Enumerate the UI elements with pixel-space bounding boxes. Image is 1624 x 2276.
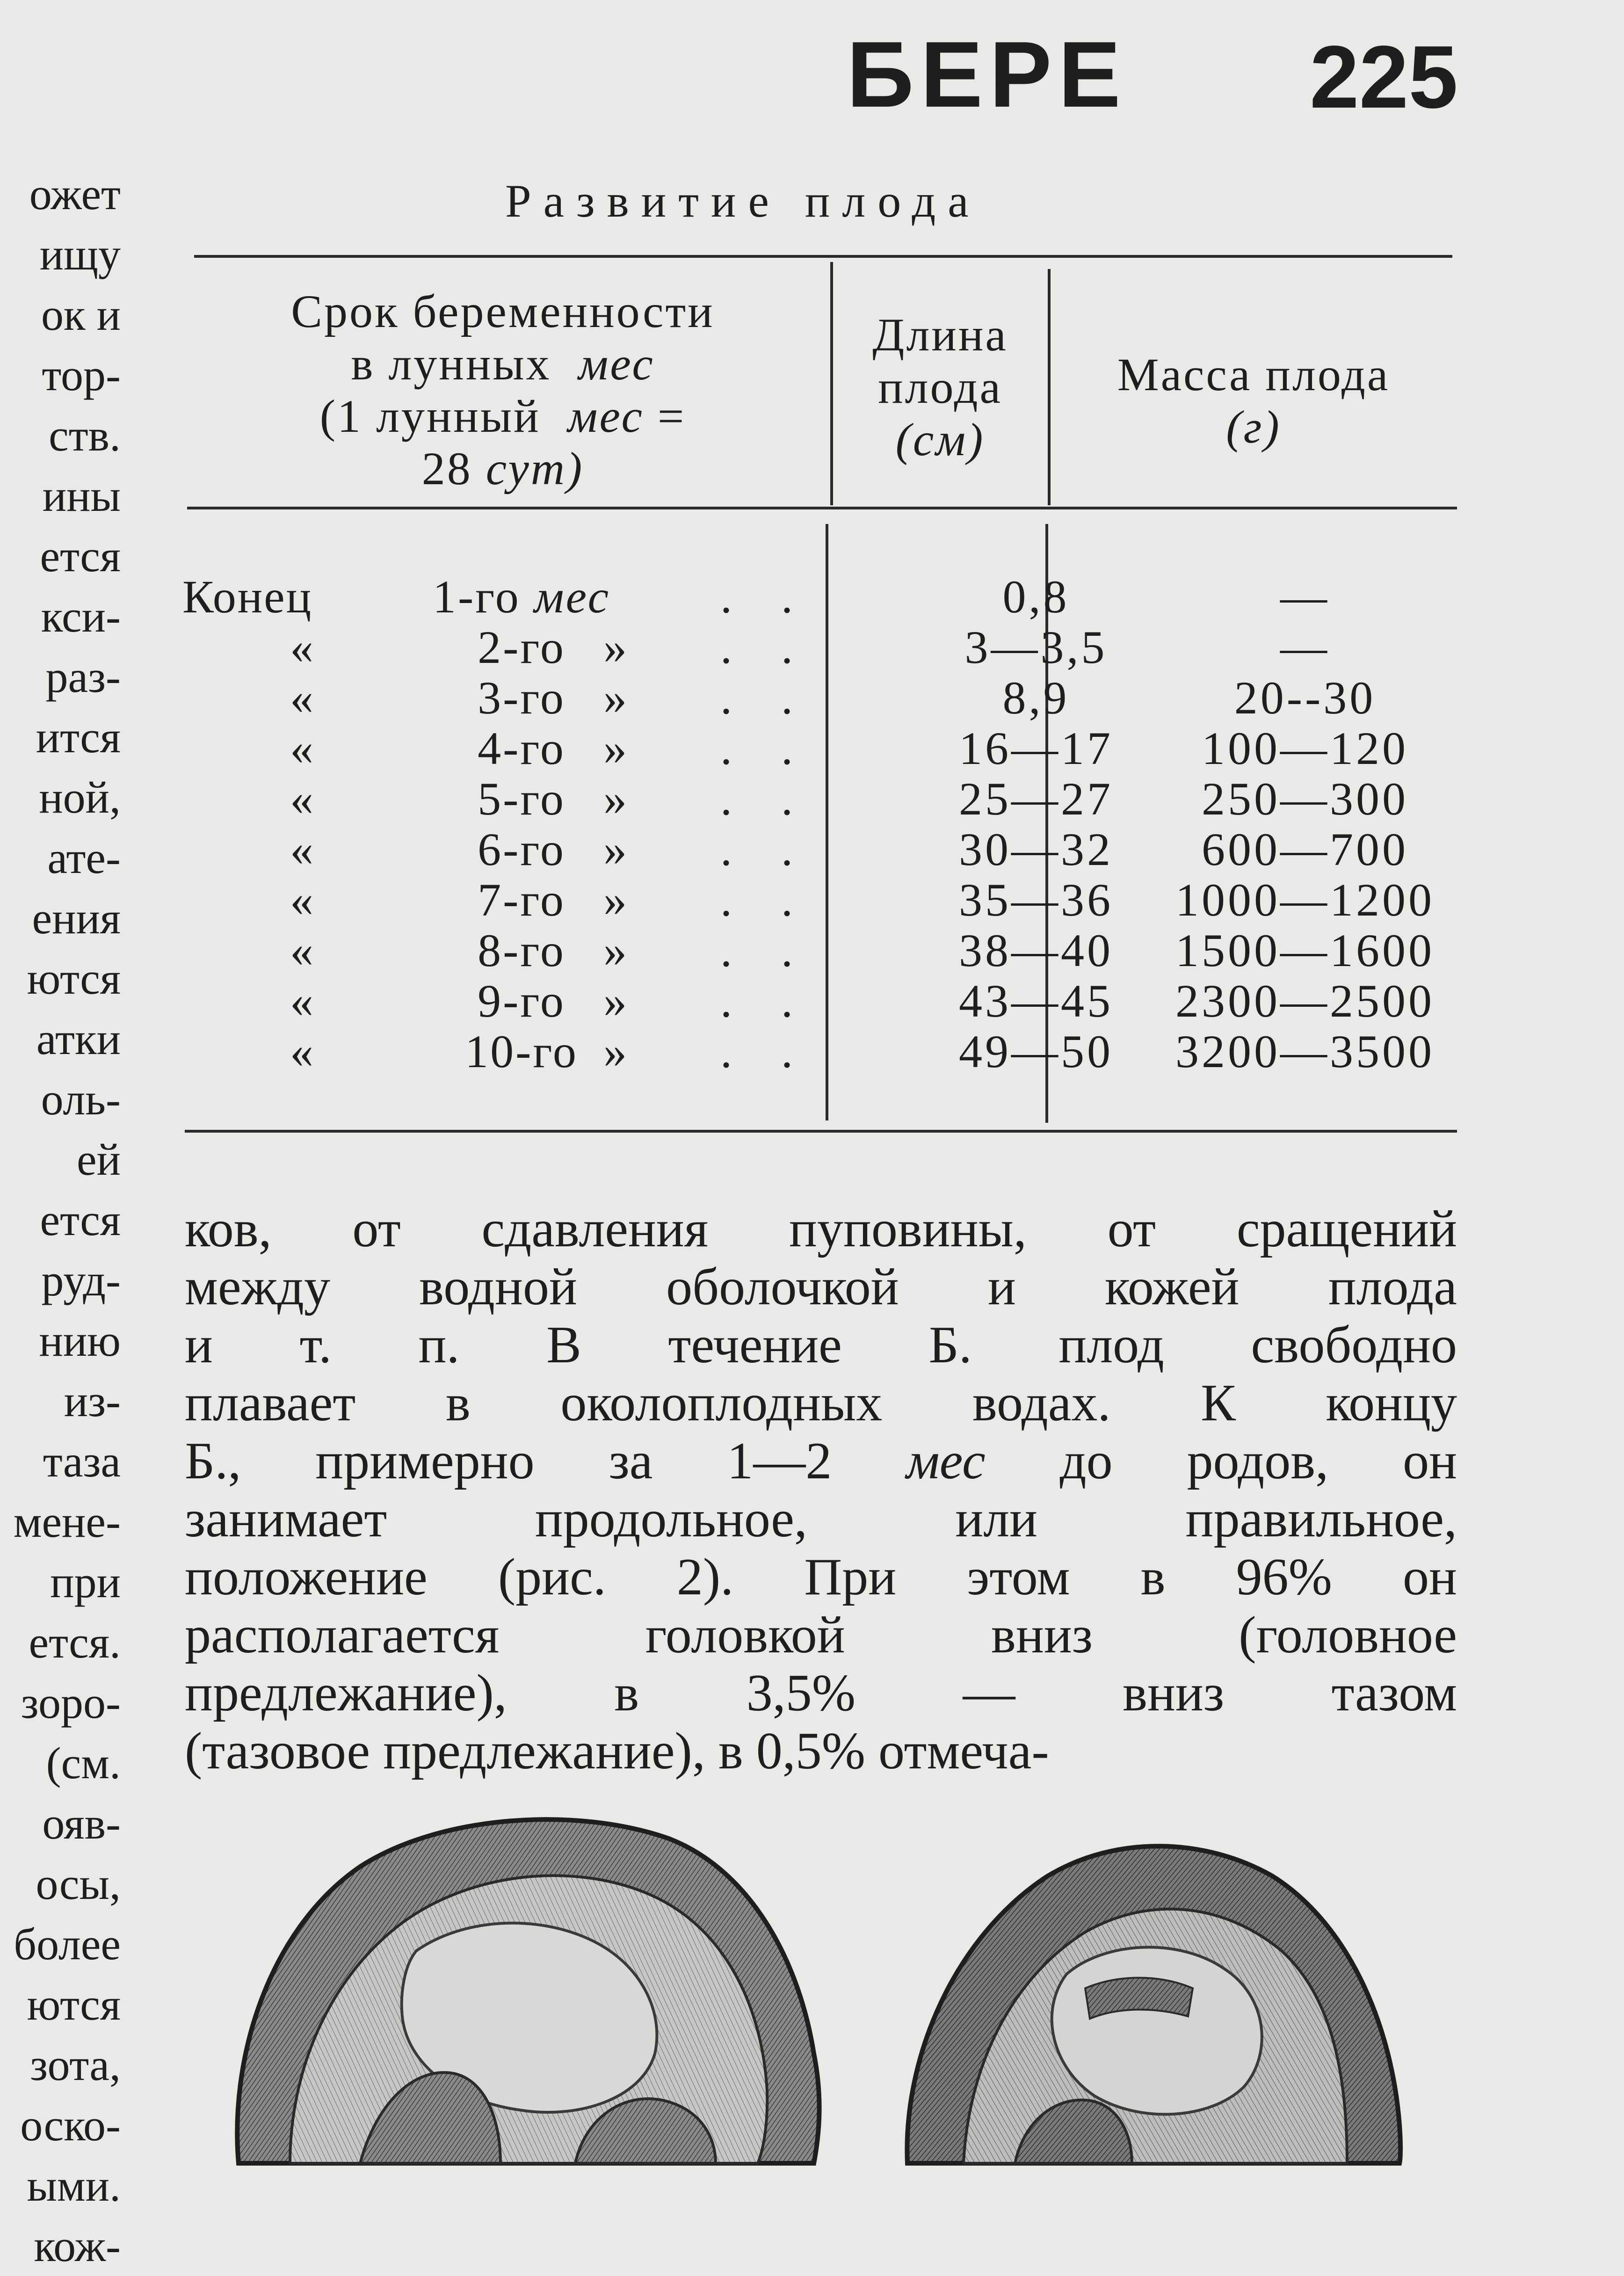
paragraph-line: между водной оболочкой и кожей плода: [185, 1258, 1457, 1316]
paragraph-line: и т. п. В течение Б. плод свободно: [185, 1316, 1457, 1374]
left-fragment: ожет: [29, 169, 121, 219]
paragraph-line: положение (рис. 2). При этом в 96% он: [185, 1548, 1457, 1606]
left-column-fragments: [0, 164, 126, 2271]
row-month: 6-го: [478, 823, 566, 875]
paragraph-line: предлежание), в 3,5% — вниз тазом: [185, 1664, 1457, 1722]
row-month: 9-го: [478, 975, 566, 1027]
row-close: »: [603, 823, 627, 875]
left-fragment: ится: [36, 712, 121, 762]
row-dots: . .: [720, 571, 812, 623]
row-close: »: [603, 722, 627, 774]
row-dots: . .: [720, 975, 812, 1027]
left-fragment: кож-: [34, 2221, 121, 2271]
row-lead: «: [290, 621, 313, 673]
left-fragment: ищу: [39, 229, 121, 279]
row-lead: «: [290, 924, 313, 976]
paragraph-line: Б., примерно за 1—2 мес до родов, он: [185, 1432, 1457, 1490]
left-fragment: при: [50, 1557, 121, 1607]
row-mass: 1000—1200: [1175, 874, 1435, 926]
row-length: 16—17: [959, 722, 1113, 774]
row-lead: «: [290, 722, 313, 774]
row-mass: 3200—3500: [1175, 1025, 1435, 1077]
row-lead: «: [290, 823, 313, 875]
left-fragment: более: [14, 1919, 121, 1969]
row-close: »: [603, 1025, 627, 1077]
left-fragment: атки: [36, 1014, 121, 1064]
left-fragment: нию: [39, 1316, 121, 1366]
row-close: »: [603, 773, 627, 825]
column-header-length: Длина плода (см): [872, 309, 1008, 465]
row-dots: . .: [720, 621, 812, 673]
table-column-divider: [830, 262, 833, 505]
left-fragment: оско-: [20, 2100, 121, 2150]
row-mass: 1500—1600: [1175, 924, 1435, 976]
header-line: Срок беременности: [291, 285, 715, 337]
row-length: 38—40: [959, 924, 1113, 976]
table-row: [182, 1026, 1445, 1077]
left-fragment: раз-: [45, 652, 121, 702]
row-month: 10-го: [465, 1025, 578, 1077]
fetus-illustration-left: [220, 1811, 833, 2163]
row-month: 8-го: [478, 924, 566, 976]
left-fragment: ояв-: [42, 1798, 121, 1848]
left-fragment: осы,: [36, 1859, 121, 1909]
row-length: 25—27: [959, 773, 1113, 825]
left-fragment: зота,: [30, 2040, 121, 2090]
row-dots: . .: [720, 924, 812, 976]
running-headword: БЕРЕ: [847, 22, 1127, 127]
row-length: 43—45: [959, 975, 1113, 1027]
left-fragment: оль-: [41, 1074, 121, 1124]
left-fragment: ются: [27, 1979, 121, 2029]
row-length: 49—50: [959, 1025, 1113, 1077]
row-month: 3-го: [478, 672, 566, 724]
row-close: »: [603, 621, 627, 673]
column-header-term: [196, 285, 809, 495]
left-fragment: ины: [42, 471, 121, 521]
paragraph-line: ков, от сдавления пуповины, от сращений: [185, 1200, 1457, 1258]
body-paragraph: [185, 1200, 1457, 1780]
left-fragment: (см.: [46, 1738, 121, 1788]
header-line: в лунных мес: [351, 338, 655, 390]
row-length: 30—32: [959, 823, 1113, 875]
header-line: 28 сут): [421, 443, 584, 494]
row-close: »: [603, 924, 627, 976]
row-mass: 100—120: [1202, 722, 1408, 774]
row-length: 8,9: [1002, 672, 1070, 724]
left-fragment: ок и: [41, 290, 121, 340]
row-length: 3—3,5: [964, 621, 1108, 673]
table-row: [182, 723, 1445, 774]
header-line: (1 лунный мес =: [319, 390, 686, 442]
table-row: [182, 622, 1445, 673]
row-mass: —: [1280, 621, 1330, 673]
left-fragment: ется: [40, 531, 121, 581]
table-top-rule: [194, 255, 1452, 258]
row-close: »: [603, 672, 627, 724]
table-row: [182, 925, 1445, 976]
left-fragment: ыми.: [27, 2160, 121, 2211]
row-month: 1-го мес: [432, 571, 611, 623]
row-mass: 600—700: [1202, 823, 1408, 875]
row-mass: 2300—2500: [1175, 975, 1435, 1027]
row-month: 2-го: [478, 621, 566, 673]
row-lead: «: [290, 874, 313, 926]
page-number: 225: [1310, 28, 1458, 127]
row-lead: «: [290, 773, 313, 825]
row-length: 35—36: [959, 874, 1113, 926]
left-fragment: таза: [43, 1436, 121, 1486]
left-fragment: ате-: [47, 833, 121, 883]
left-fragment: мене-: [13, 1497, 121, 1547]
left-fragment: зоро-: [21, 1678, 121, 1728]
table-column-divider: [1048, 269, 1051, 505]
row-dots: . .: [720, 823, 812, 875]
left-fragment: ется.: [29, 1617, 121, 1667]
left-fragment: ей: [77, 1134, 121, 1185]
table-row: [182, 875, 1445, 925]
left-fragment: из-: [64, 1376, 121, 1426]
row-lead: «: [290, 672, 313, 724]
row-lead: Конец: [182, 571, 313, 623]
left-fragment: кси-: [41, 591, 121, 641]
table-row: [182, 673, 1445, 723]
table-row: [182, 824, 1445, 875]
left-fragment: ются: [27, 953, 121, 1003]
column-header-mass: Масса плода (г): [1117, 349, 1390, 453]
row-month: 7-го: [478, 874, 566, 926]
table-row: [182, 976, 1445, 1026]
left-fragment: ств.: [49, 410, 121, 460]
table-row: [182, 572, 1445, 622]
left-fragment: руд-: [41, 1255, 121, 1305]
row-mass: —: [1280, 571, 1330, 623]
left-fragment: ной,: [39, 772, 121, 822]
row-dots: . .: [720, 874, 812, 926]
row-dots: . .: [720, 773, 812, 825]
paragraph-line: располагается головкой вниз (головное: [185, 1606, 1457, 1664]
row-mass: 20--30: [1234, 672, 1376, 724]
row-month: 4-го: [478, 722, 566, 774]
row-length: 0,8: [1002, 571, 1070, 623]
row-dots: . .: [720, 1025, 812, 1077]
row-lead: «: [290, 975, 313, 1027]
left-fragment: тор-: [42, 350, 121, 400]
row-dots: . .: [720, 722, 812, 774]
row-mass: 250—300: [1202, 773, 1408, 825]
row-dots: . .: [720, 672, 812, 724]
left-fragment: ется: [40, 1195, 121, 1245]
table-header-rule: [187, 507, 1457, 509]
row-lead: «: [290, 1025, 313, 1077]
fetus-illustration-right: [898, 1834, 1408, 2163]
paragraph-line: занимает продольное, или правильное,: [185, 1490, 1457, 1548]
row-close: »: [603, 874, 627, 926]
left-fragment: ения: [32, 893, 121, 943]
paragraph-line: (тазовое предлежание), в 0,5% отмеча-: [185, 1722, 1049, 1780]
paragraph-line: плавает в околоплодных водах. К концу: [185, 1374, 1457, 1432]
table-caption: Развитие плода: [505, 175, 981, 227]
table-row: [182, 774, 1445, 824]
row-close: »: [603, 975, 627, 1027]
table-bottom-rule: [185, 1130, 1457, 1133]
row-month: 5-го: [478, 773, 566, 825]
